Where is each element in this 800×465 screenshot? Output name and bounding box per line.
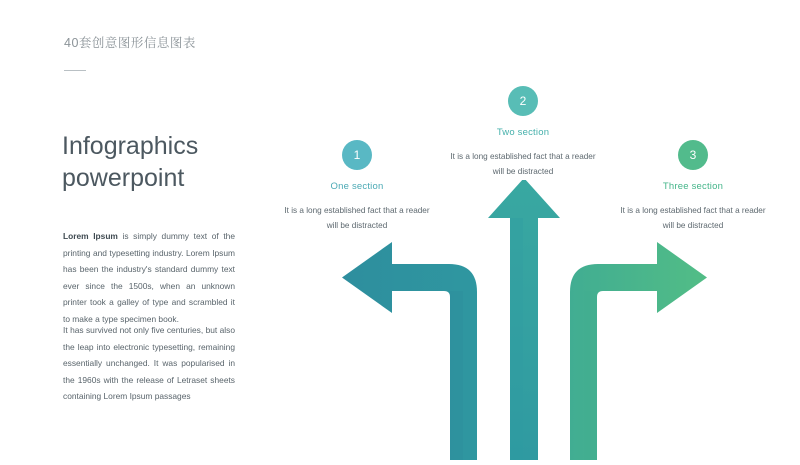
right-branch-arrow [570, 242, 707, 460]
callout-three-badge: 3 [678, 140, 708, 170]
title-divider [64, 70, 86, 71]
callout-two [428, 86, 618, 179]
callout-one-title: One section [330, 181, 384, 192]
callout-three-title: Three section [662, 181, 724, 192]
center-straight-arrow [488, 180, 560, 460]
left-branch-arrow [342, 242, 477, 460]
body-paragraph-1-lead: Lorem Ipsum [63, 231, 118, 241]
callout-two-text: It is a long established fact that a reader will be distracted [450, 152, 596, 176]
callout-one-badge: 1 [342, 140, 372, 170]
body-paragraph-2: It has survived not only five centuries, but also the leap into electronic typesetting, remaining essentially unchanged. It was popularised in the 1960s with the release of Letraset sheets containing Lorem Ipsum passages [63, 325, 235, 401]
callout-three-text: It is a long established fact that a reader will be distracted [620, 206, 766, 230]
callout-two-badge: 2 [508, 86, 538, 116]
page-title: Infographics powerpoint [62, 132, 199, 192]
callout-two-title: Two section [496, 127, 550, 138]
callout-three [598, 140, 788, 233]
deck-title: 40套创意图形信息图表 [64, 36, 196, 50]
callout-one-text: It is a long established fact that a reader will be distracted [284, 206, 430, 230]
body-paragraph-1 [63, 228, 235, 327]
callout-one [262, 140, 452, 233]
body-paragraph-1-rest: is simply dummy text of the printing and typesetting industry. Lorem Ipsum has been the industry's standard dummy text ever since the 1500s, when an unknown printer took a galley of type and scrambled it to make a type specimen book. [63, 231, 235, 324]
